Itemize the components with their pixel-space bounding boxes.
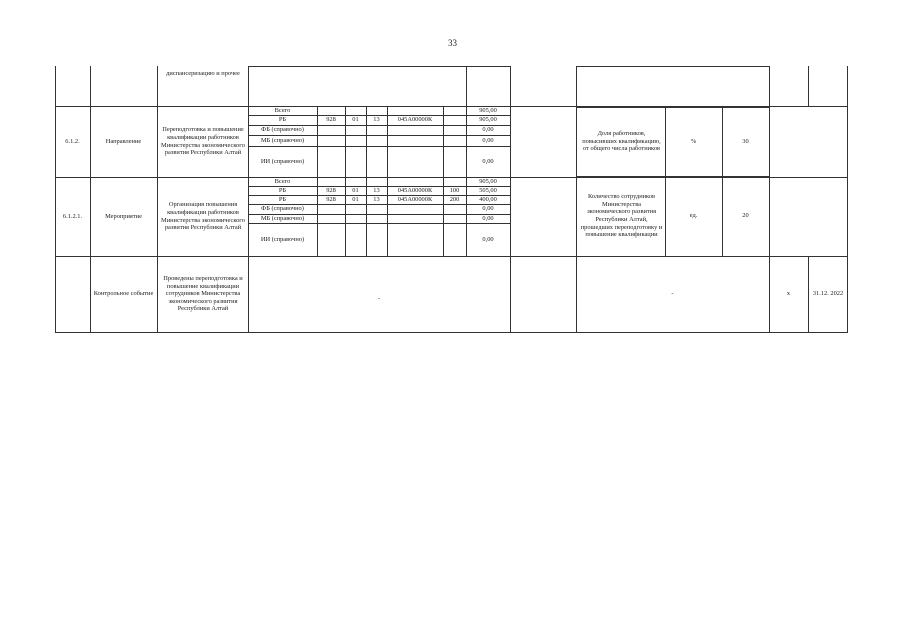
row-type: Мероприятие: [105, 212, 142, 220]
finance-source: МБ (справочно): [260, 136, 305, 144]
finance-source: ИИ (справочно): [260, 157, 305, 165]
finance-grbs: 928: [326, 195, 336, 203]
finance-vr: 200: [449, 195, 460, 203]
finance-source: ФБ (справочно): [261, 205, 304, 213]
finance-value: 905,00: [479, 106, 497, 114]
finance-csr: 045А00000К: [397, 116, 433, 124]
indicator-target: 30: [742, 137, 749, 145]
finance-value: 0,00: [482, 214, 494, 222]
finance-rz: 01: [352, 186, 359, 194]
indicator-text: Количество сотрудников Министерства экономического развития Республики Алтай, прошедших переподготовку и повышение квалификации: [580, 193, 663, 239]
top-partial-name: диспансеризацию и прочее: [166, 70, 240, 78]
row-name: Организация повышения квалификации работников Министерства экономического развития Республики Алтай: [161, 201, 245, 232]
finance-value: 0,00: [482, 205, 494, 213]
finance-source: Всего: [274, 177, 291, 185]
row-name: Проведены переподготовка и повышение квалификации сотрудников Министерства экономического развития Республики Алтай: [163, 275, 243, 313]
finance-value: 0,00: [482, 126, 494, 134]
page-number: 33: [448, 38, 457, 48]
row-type: Направление: [105, 137, 142, 145]
finance-value: 905,00: [479, 116, 497, 124]
mark-x: x: [786, 290, 791, 298]
row-number: 6.1.2.1.: [62, 212, 83, 220]
finance-pr: 13: [373, 116, 380, 124]
finance-grbs: 928: [326, 116, 336, 124]
finance-value: 0,00: [482, 157, 494, 165]
finance-value: 400,00: [479, 195, 497, 203]
finance-pr: 13: [373, 186, 380, 194]
finance-source: ФБ (справочно): [261, 126, 304, 134]
finance-source: Всего: [274, 106, 291, 114]
finance-rz: 01: [352, 195, 359, 203]
row-name: Переподготовка и повышение квалификации работников Министерства экономического развития Республики Алтай: [161, 126, 245, 157]
indicator-text: Доля работников, повысивших квалификацию, от общего числа работников: [582, 130, 661, 153]
finance-source: МБ (справочно): [260, 214, 305, 222]
control-date: 31.12. 2022: [812, 290, 844, 298]
indicator-dash: -: [671, 290, 674, 298]
finance-grbs: 928: [326, 186, 336, 194]
indicator-unit: ед.: [689, 212, 698, 220]
finance-csr: 045А00000К: [397, 186, 433, 194]
finance-vr: 100: [449, 186, 460, 194]
finance-csr: 045А00000К: [397, 195, 433, 203]
finance-pr: 13: [373, 195, 380, 203]
finance-value: 0,00: [482, 136, 494, 144]
row-number: 6.1.2.: [65, 137, 80, 145]
finance-value: 505,00: [479, 186, 497, 194]
finance-rz: 01: [352, 116, 359, 124]
finance-value: 905,00: [479, 177, 497, 185]
row-type: Контрольное событие: [93, 290, 154, 298]
indicator-unit: %: [690, 137, 697, 145]
indicator-target: 20: [742, 212, 749, 220]
finance-source: ИИ (справочно): [260, 235, 305, 243]
finance-value: 0,00: [482, 235, 494, 243]
finance-source: РБ: [278, 116, 287, 124]
finance-dash: -: [377, 295, 381, 303]
finance-source: РБ: [278, 195, 287, 203]
finance-source: РБ: [278, 186, 287, 194]
